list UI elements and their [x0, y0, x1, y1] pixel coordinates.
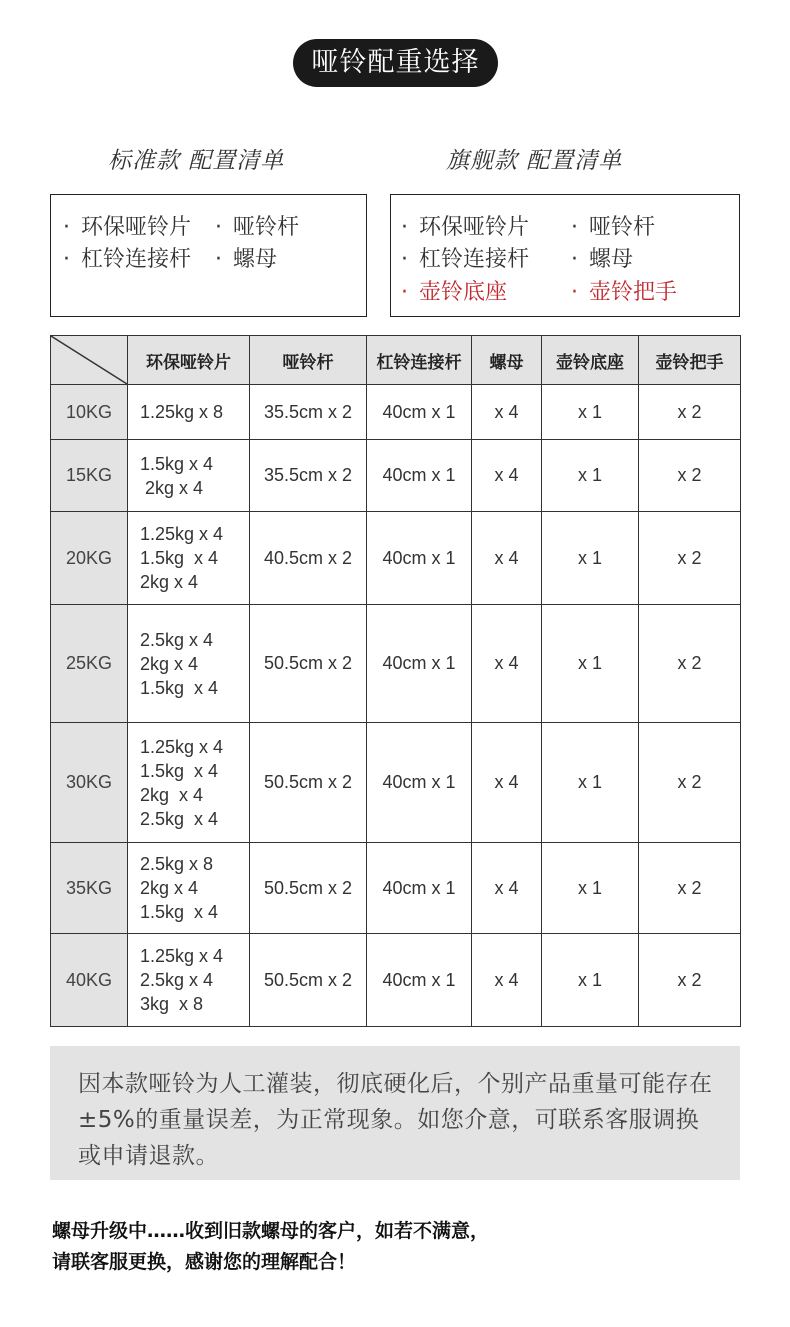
bullet-icon: ·	[401, 215, 408, 240]
connector-cell: 40cm x 1	[367, 843, 472, 934]
plates-cell	[128, 723, 250, 843]
list-item	[63, 242, 191, 273]
plate-line: 1.5kg x 4	[140, 902, 219, 922]
item-label: 杠铃连接杆	[81, 247, 192, 272]
handle-cell: x 2	[639, 512, 741, 605]
base-cell: x 1	[542, 934, 639, 1027]
bar-cell: 40.5cm x 2	[250, 512, 367, 605]
plate-line: 1.5kg x 4	[140, 760, 219, 781]
nut-cell: x 4	[472, 440, 542, 512]
base-cell: x 1	[542, 512, 639, 605]
plate-line: 1.5kg x 4	[140, 453, 214, 474]
disclaimer-note: 因本款哑铃为人工灌装，彻底硬化后，个别产品重量可能存在±5%的重量误差，为正常现象。如您介意，可联系客服调换或申请退款。	[50, 1046, 740, 1180]
plate-line: 2kg x 4	[140, 572, 199, 592]
plate-line: 2kg x 4	[140, 878, 199, 898]
list-item	[215, 242, 277, 273]
plate-line: 1.25kg x 4	[140, 946, 224, 966]
header-bar: 哑铃杆	[250, 336, 367, 385]
list-item	[571, 210, 655, 241]
item-label: 哑铃杆	[233, 215, 300, 240]
list-item	[401, 210, 529, 241]
handle-cell: x 2	[639, 843, 741, 934]
list-item	[401, 275, 507, 306]
base-cell: x 1	[542, 723, 639, 843]
plate-line: 2kg x 4	[140, 653, 199, 674]
weight-cell: 30KG	[51, 723, 128, 843]
header-handle: 壶铃把手	[639, 336, 741, 385]
item-label: 环保哑铃片	[81, 215, 192, 240]
base-cell: x 1	[542, 440, 639, 512]
connector-cell: 40cm x 1	[367, 934, 472, 1027]
table-row	[51, 723, 741, 843]
table-row	[51, 934, 741, 1027]
diagonal-line-icon	[51, 336, 127, 384]
item-label: 壶铃底座	[419, 280, 508, 305]
bullet-icon: ·	[63, 247, 70, 272]
plate-line: 3kg x 8	[140, 994, 204, 1014]
handle-cell: x 2	[639, 605, 741, 723]
plates-cell	[128, 512, 250, 605]
plate-line: 2kg x 4	[140, 477, 204, 498]
table-row	[51, 512, 741, 605]
table-row	[51, 440, 741, 512]
list-item	[63, 210, 191, 241]
nut-cell: x 4	[472, 934, 542, 1027]
item-label: 杠铃连接杆	[419, 247, 530, 272]
weight-cell: 15KG	[51, 440, 128, 512]
bar-cell: 50.5cm x 2	[250, 723, 367, 843]
bullet-icon: ·	[571, 215, 578, 240]
header-nut: 螺母	[472, 336, 542, 385]
weight-config-table	[50, 335, 741, 1027]
bar-cell: 50.5cm x 2	[250, 605, 367, 723]
handle-cell: x 2	[639, 934, 741, 1027]
connector-cell: 40cm x 1	[367, 440, 472, 512]
base-cell: x 1	[542, 843, 639, 934]
handle-cell: x 2	[639, 723, 741, 843]
table-row	[51, 605, 741, 723]
list-item	[401, 242, 529, 273]
plate-line: 1.5kg x 4	[140, 548, 219, 568]
item-label: 壶铃把手	[589, 280, 678, 305]
bar-cell: 50.5cm x 2	[250, 843, 367, 934]
list-item	[571, 242, 633, 273]
bullet-icon: ·	[401, 280, 408, 305]
weight-cell: 20KG	[51, 512, 128, 605]
handle-cell: x 2	[639, 385, 741, 440]
weight-cell: 35KG	[51, 843, 128, 934]
plate-line: 1.25kg x 8	[140, 402, 224, 422]
nut-cell: x 4	[472, 605, 542, 723]
list-item	[215, 210, 299, 241]
list-item	[571, 275, 677, 306]
table-header-row	[51, 336, 741, 385]
plate-line: 1.25kg x 4	[140, 524, 224, 544]
plate-line: 2.5kg x 4	[140, 629, 214, 650]
plates-cell	[128, 934, 250, 1027]
plates-cell	[128, 605, 250, 723]
bullet-icon: ·	[215, 247, 222, 272]
flagship-config-box	[390, 194, 740, 317]
contact-service-notice: 请联客服更换，感谢您的理解配合！	[52, 1251, 357, 1273]
item-label: 哑铃杆	[589, 215, 656, 240]
item-label: 螺母	[589, 247, 634, 272]
table-row	[51, 385, 741, 440]
flagship-heading: 旗舰款 配置清单	[446, 148, 623, 174]
nut-cell: x 4	[472, 385, 542, 440]
plate-line: 2.5kg x 8	[140, 854, 214, 874]
connector-cell: 40cm x 1	[367, 512, 472, 605]
connector-cell: 40cm x 1	[367, 605, 472, 723]
item-label: 环保哑铃片	[419, 215, 530, 240]
header-base: 壶铃底座	[542, 336, 639, 385]
nut-upgrade-notice: 螺母升级中……收到旧款螺母的客户，如若不满意，	[52, 1220, 490, 1242]
plate-line: 2.5kg x 4	[140, 970, 214, 990]
header-connector: 杠铃连接杆	[367, 336, 472, 385]
nut-cell: x 4	[472, 723, 542, 843]
bar-cell: 35.5cm x 2	[250, 385, 367, 440]
corner-cell	[51, 336, 128, 385]
bar-cell: 35.5cm x 2	[250, 440, 367, 512]
table-row	[51, 843, 741, 934]
standard-heading: 标准款 配置清单	[108, 148, 285, 174]
weight-cell: 10KG	[51, 385, 128, 440]
nut-cell: x 4	[472, 512, 542, 605]
bullet-icon: ·	[215, 215, 222, 240]
handle-cell: x 2	[639, 440, 741, 512]
header-plates: 环保哑铃片	[128, 336, 250, 385]
plate-line: 1.5kg x 4	[140, 677, 219, 698]
plates-cell	[128, 440, 250, 512]
bullet-icon: ·	[401, 247, 408, 272]
plate-line: 1.25kg x 4	[140, 736, 224, 757]
base-cell: x 1	[542, 605, 639, 723]
connector-cell: 40cm x 1	[367, 385, 472, 440]
bullet-icon: ·	[63, 215, 70, 240]
plates-cell	[128, 843, 250, 934]
bar-cell: 50.5cm x 2	[250, 934, 367, 1027]
plate-line: 2kg x 4	[140, 784, 204, 805]
nut-cell: x 4	[472, 843, 542, 934]
weight-cell: 40KG	[51, 934, 128, 1027]
plates-cell	[128, 385, 250, 440]
bullet-icon: ·	[571, 247, 578, 272]
item-label: 螺母	[233, 247, 278, 272]
plate-line: 2.5kg x 4	[140, 808, 219, 829]
page-title: 哑铃配重选择	[293, 39, 498, 87]
weight-cell: 25KG	[51, 605, 128, 723]
standard-config-box	[50, 194, 367, 317]
base-cell: x 1	[542, 385, 639, 440]
connector-cell: 40cm x 1	[367, 723, 472, 843]
bullet-icon: ·	[571, 280, 578, 305]
